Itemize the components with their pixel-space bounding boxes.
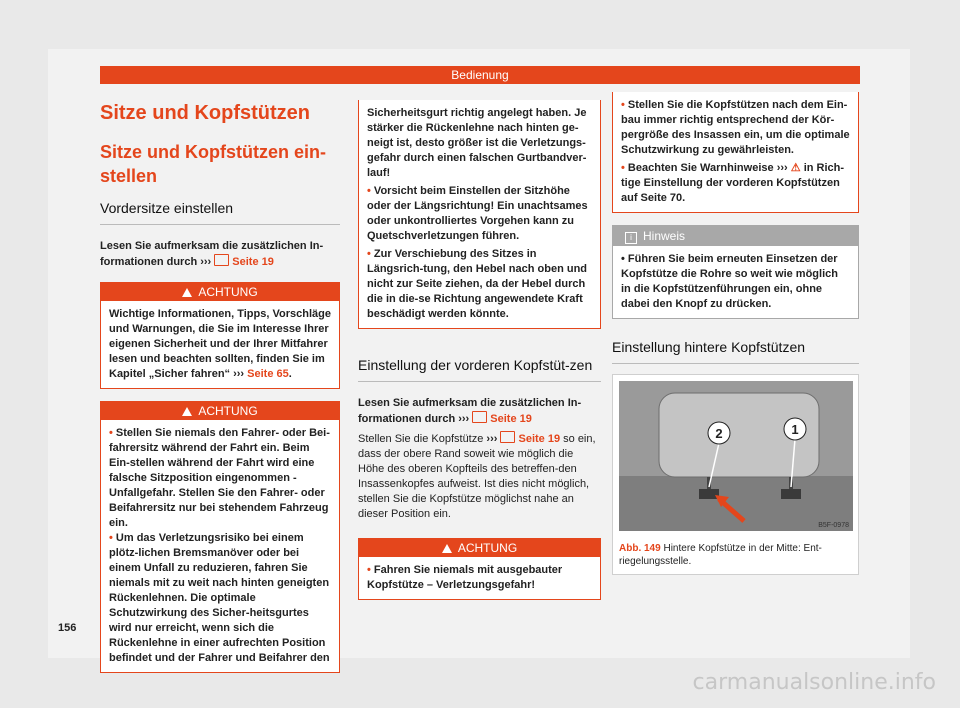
bullet-icon: • [621,99,628,111]
warning-body: Sicherheitsgurt richtig angelegt haben. Je stärker die Rückenlehne nach hinten ge-neigt ist, desto größer ist die Verletzungs-gefahr durch einen falschen Gurtbandver-lauf! • Vorsicht beim Einstellen der Sitzhöhe oder der Längsrichtung! Ein unachtsames oder unkontrolliertes Vorgehen kann zu Quetschverletzungen führen. • Zur Verschiebung des Sitzes in Längsrich-tung, den Hebel nach oben und nicht zur Seite ziehen, da der Hebel durch die in die-se Richtung angewendete Kraft beschädigt werden könnte. [359,100,600,328]
warning-triangle-icon [182,407,192,416]
page-number: 156 [58,622,77,634]
figure-box [612,374,859,575]
list-item: • Führen Sie beim erneuten Einsetzen der Kopfstütze die Rohre so weit wie möglich in die Kopfstützenführungen ein, ohne dabei den Knopf zu drücken. [621,253,838,310]
bullet-icon: • [621,253,628,265]
book-icon [500,431,515,443]
warning-body [613,92,858,212]
section-header: Bedienung [100,66,860,84]
page-link[interactable]: Seite 19 [490,413,532,425]
warning-header: ACHTUNG [101,283,339,301]
warning-triangle-icon: ⚠ [790,162,801,174]
hint-header: i Hinweis [613,226,858,246]
warning-body [101,420,339,672]
bullet-icon: • [621,162,628,174]
subsection-title: Einstellung der vorderen Kopfstüt-zen [358,355,601,382]
warning-body [359,557,600,599]
warning-header: ACHTUNG [359,539,600,557]
warning-box-continued [612,92,859,213]
warning-body: Wichtige Informationen, Tipps, Vorschläge und Warnungen, die Sie im Interesse Ihrer eigenen Sicherheit und der Ihrer Mitfahrer lesen und beachten sollten, finden Sie im Kapitel „Sicher fahren“ ››› Seite 65. [109,308,331,380]
list-item: • Um das Verletzungsrisiko bei einem plötz-lichen Bremsmanöver oder bei einem Unfall zu reduzieren, fahren Sie niemals mit zu weit nach hinten geneigten Rückenlehnen. Die optimale Schutzwirkung des Sicher-heitsgurtes wird nur erreicht, wenn sich die Rückenlehne in einer aufrechten Position befindet und der Fahrer und Beifahrer den [109,532,330,664]
callout-label-1: 1 [791,422,799,437]
chapter-title: Sitze und Kopfstützen [100,102,310,124]
warning-triangle-icon [182,288,192,297]
callout-label-2: 2 [715,426,723,441]
subsection-title: Einstellung hintere Kopfstützen [612,337,859,364]
subsection-title: Vordersitze einstellen [100,198,340,225]
page-link[interactable]: Seite 65 [247,368,289,380]
section-title: Sitze und Kopfstützen ein-stellen [100,142,326,186]
intro-paragraph: Lesen Sie aufmerksam die zusätzlichen In-formationen durch ››› Seite 19 [100,240,324,268]
page-link[interactable]: Seite 19 [232,256,274,268]
headrest-illustration [619,381,853,531]
info-icon: i [625,232,637,244]
warning-header: ACHTUNG [101,402,339,420]
warning-box-continued [358,100,601,329]
bullet-icon: • [109,532,116,544]
book-icon [214,254,229,266]
hint-body [613,246,858,318]
book-icon [472,411,487,423]
bullet-icon: • [109,427,116,439]
list-item: • Beachten Sie Warnhinweise ››› ⚠ in Rich-tige Einstellung der vorderen Kopfstützen auf Seite 70. [621,162,845,204]
hint-box [612,225,859,319]
list-item: • Vorsicht beim Einstellen der Sitzhöhe oder der Längsrichtung! Ein unachtsames oder unkontrolliertes Vorgehen kann zu Quetschverletzungen führen. [367,185,588,242]
column-3 [612,92,859,575]
intro-paragraph: Lesen Sie aufmerksam die zusätzlichen In-formationen durch ››› Seite 19 [358,397,582,425]
list-item: • Zur Verschiebung des Sitzes in Längsrich-tung, den Hebel nach oben und nicht zur Seite ziehen, da der Hebel durch die in die-se Richtung angewendete Kraft beschädigt werden könnte. [367,248,588,320]
list-item: • Stellen Sie niemals den Fahrer- oder Bei-fahrersitz während der Fahrt ein. Beim Ein-stellen während der Fahrt wird eine falsche Sitzposition eingenommen - Unfallgefahr. Stellen Sie den Fahrer- oder Beifahrersitz nur bei stehendem Fahrzeug ein. [109,427,330,529]
watermark: carmanualsonline.info [692,670,936,695]
warning-box [100,401,340,673]
warning-box [100,282,340,389]
list-item: • Stellen Sie die Kopfstützen nach dem Ein-bau immer richtig entsprechend der Kör-pergröße des Insassen ein, um die optimale Schutzwirkung zu gewährleisten. [621,99,850,156]
bullet-icon: • [367,564,374,576]
column-2 [358,100,601,600]
headrest-guide-left [699,489,719,499]
bullet-icon: • [367,185,374,197]
list-item: • Fahren Sie niemals mit ausgebauter Kopfstütze – Verletzungsgefahr! [367,564,563,591]
figure-caption: Abb. 149 Hintere Kopfstütze in der Mitte: Ent-riegelungsstelle. [619,543,822,567]
warning-triangle-icon [442,544,452,553]
body-paragraph: Stellen Sie die Kopfstütze ››› Seite 19 so ein, dass der obere Rand soweit wie möglich die Höhe des oberen Kopfteils des betreffen-den Insassenkopfes aufweist. Ist dies nicht möglich, stellen Sie die Kopfstütze möglichst nahe an dieser Position ein. [358,433,596,520]
headrest-guide-right [781,489,801,499]
warning-box [358,538,601,600]
page-link[interactable]: Seite 19 [518,433,561,445]
bullet-icon: • [367,248,374,260]
figure-code: B5F-0978 [818,522,849,529]
column-1 [100,100,340,673]
